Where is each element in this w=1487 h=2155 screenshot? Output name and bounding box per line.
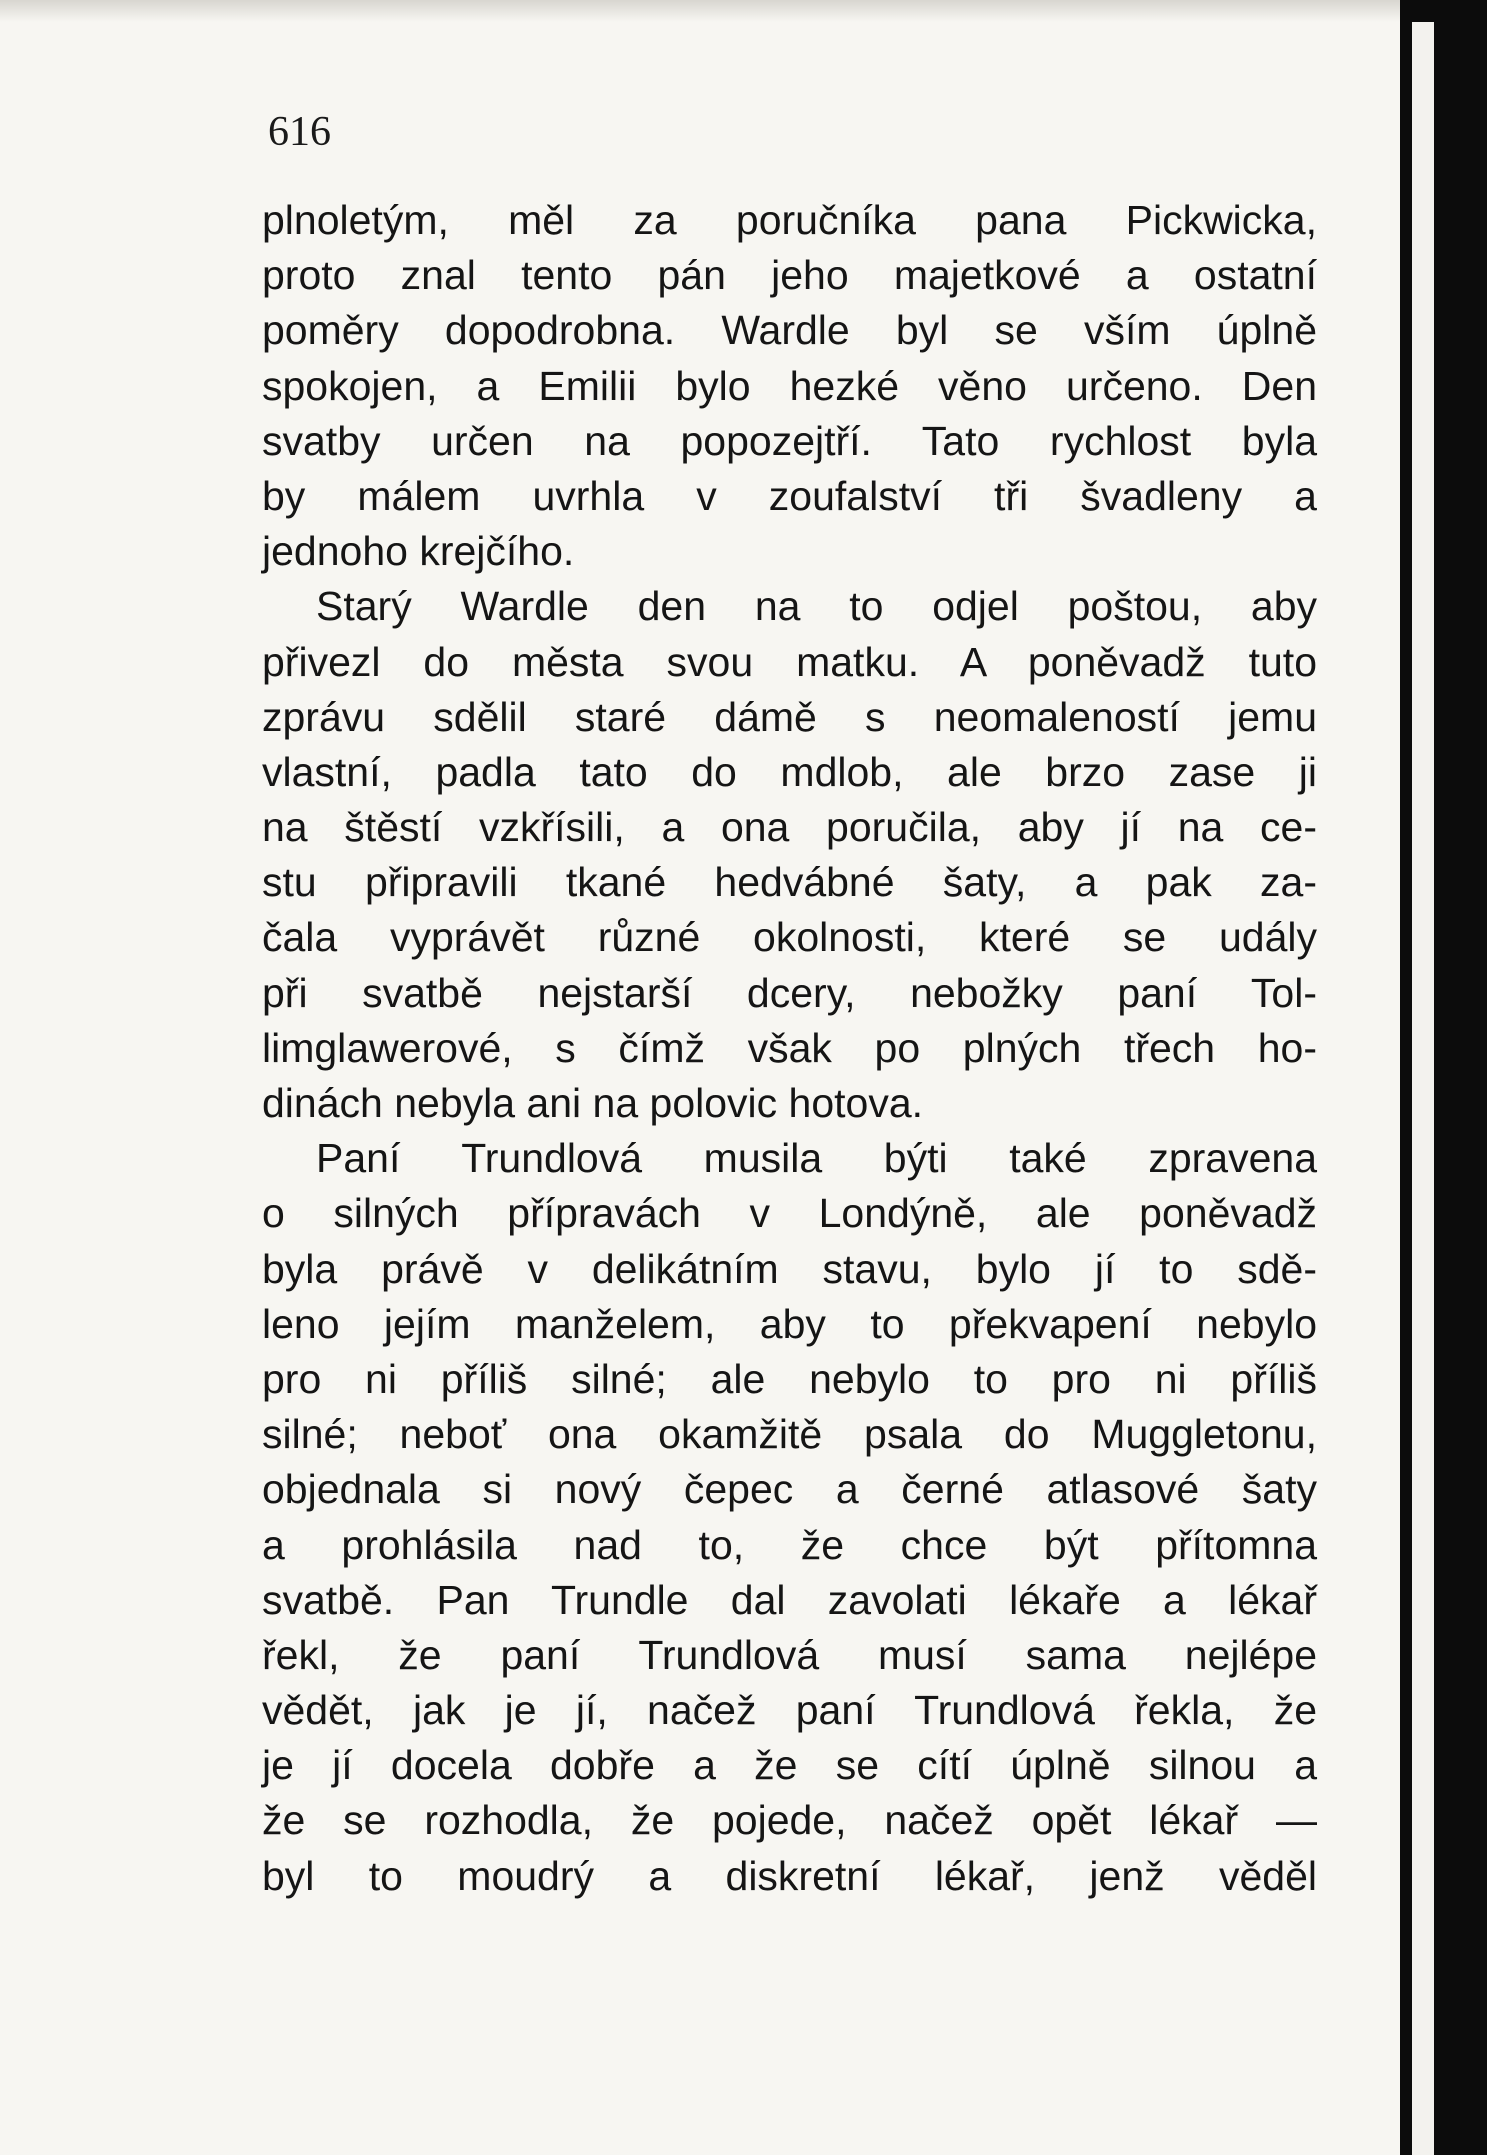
text-line: plnoletým, měl za poručníka pana Pickwicka,	[262, 197, 1317, 243]
text-line: zprávu sdělil staré dámě s neomaleností jemu	[262, 693, 1317, 740]
text-line: stu připravili tkané hedvábné šaty, a pak za-	[262, 859, 1317, 906]
text-line: vlastní, padla tato do mdlob, ale brzo zase ji	[262, 748, 1317, 795]
text-line: dinách nebyla ani na polovic hotova.	[262, 1080, 924, 1126]
binding-paper-strip	[1412, 22, 1434, 2155]
text-line: byl to moudrý a diskretní lékař, jenž věděl	[262, 1852, 1317, 1899]
text-line: leno jejím manželem, aby to překvapení nebylo	[262, 1300, 1317, 1347]
text-line: objednala si nový čepec a černé atlasové šaty	[262, 1466, 1317, 1513]
text-line: spokojen, a Emilii bylo hezké věno určeno. Den	[262, 362, 1317, 409]
page-number: 616	[268, 109, 331, 155]
text-line: pro ni příliš silné; ale nebylo to pro ni příliš	[262, 1355, 1317, 1402]
text-line: přivezl do města svou matku. A poněvadž tuto	[262, 638, 1317, 685]
text-line: silné; neboť ona okamžitě psala do Muggletonu,	[262, 1411, 1317, 1458]
text-line: řekl, že paní Trundlová musí sama nejlépe	[262, 1631, 1317, 1678]
text-line: že se rozhodla, že pojede, načež opět lékař —	[262, 1797, 1317, 1844]
text-line: vědět, jak je jí, načež paní Trundlová řekla, že	[262, 1687, 1317, 1734]
text-line: při svatbě nejstarší dcery, nebožky paní Tol-	[262, 969, 1317, 1016]
text-line: proto znal tento pán jeho majetkové a ostatní	[262, 252, 1317, 299]
text-line: Starý Wardle den na to odjel poštou, aby	[316, 583, 1317, 630]
text-line: o silných přípravách v Londýně, ale poněvadž	[262, 1190, 1317, 1237]
page-top-shadow	[0, 0, 1400, 22]
body-text	[262, 193, 1317, 1904]
paragraph	[262, 579, 1317, 1131]
text-line: Paní Trundlová musila býti také zpravena	[316, 1135, 1317, 1182]
text-line: na štěstí vzkřísili, a ona poručila, aby jí na ce-	[262, 804, 1317, 851]
text-line: limglawerové, s čímž však po plných třech ho-	[262, 1024, 1317, 1071]
paragraph	[262, 193, 1317, 579]
text-line: čala vyprávět různé okolnosti, které se udály	[262, 914, 1317, 961]
text-line: by málem uvrhla v zoufalství tři švadleny a	[262, 472, 1317, 519]
text-line: svatby určen na popozejtří. Tato rychlost byla	[262, 417, 1317, 464]
paragraph	[262, 1131, 1317, 1904]
text-line: jednoho krejčího.	[262, 528, 575, 575]
text-line: je jí docela dobře a že se cítí úplně silnou a	[262, 1742, 1317, 1789]
text-line: poměry dopodrobna. Wardle byl se vším úplně	[262, 307, 1317, 354]
text-line: a prohlásila nad to, že chce být přítomna	[262, 1521, 1317, 1568]
text-line: svatbě. Pan Trundle dal zavolati lékaře a lékař	[262, 1576, 1317, 1623]
text-line: byla právě v delikátním stavu, bylo jí to sdě-	[262, 1245, 1317, 1292]
